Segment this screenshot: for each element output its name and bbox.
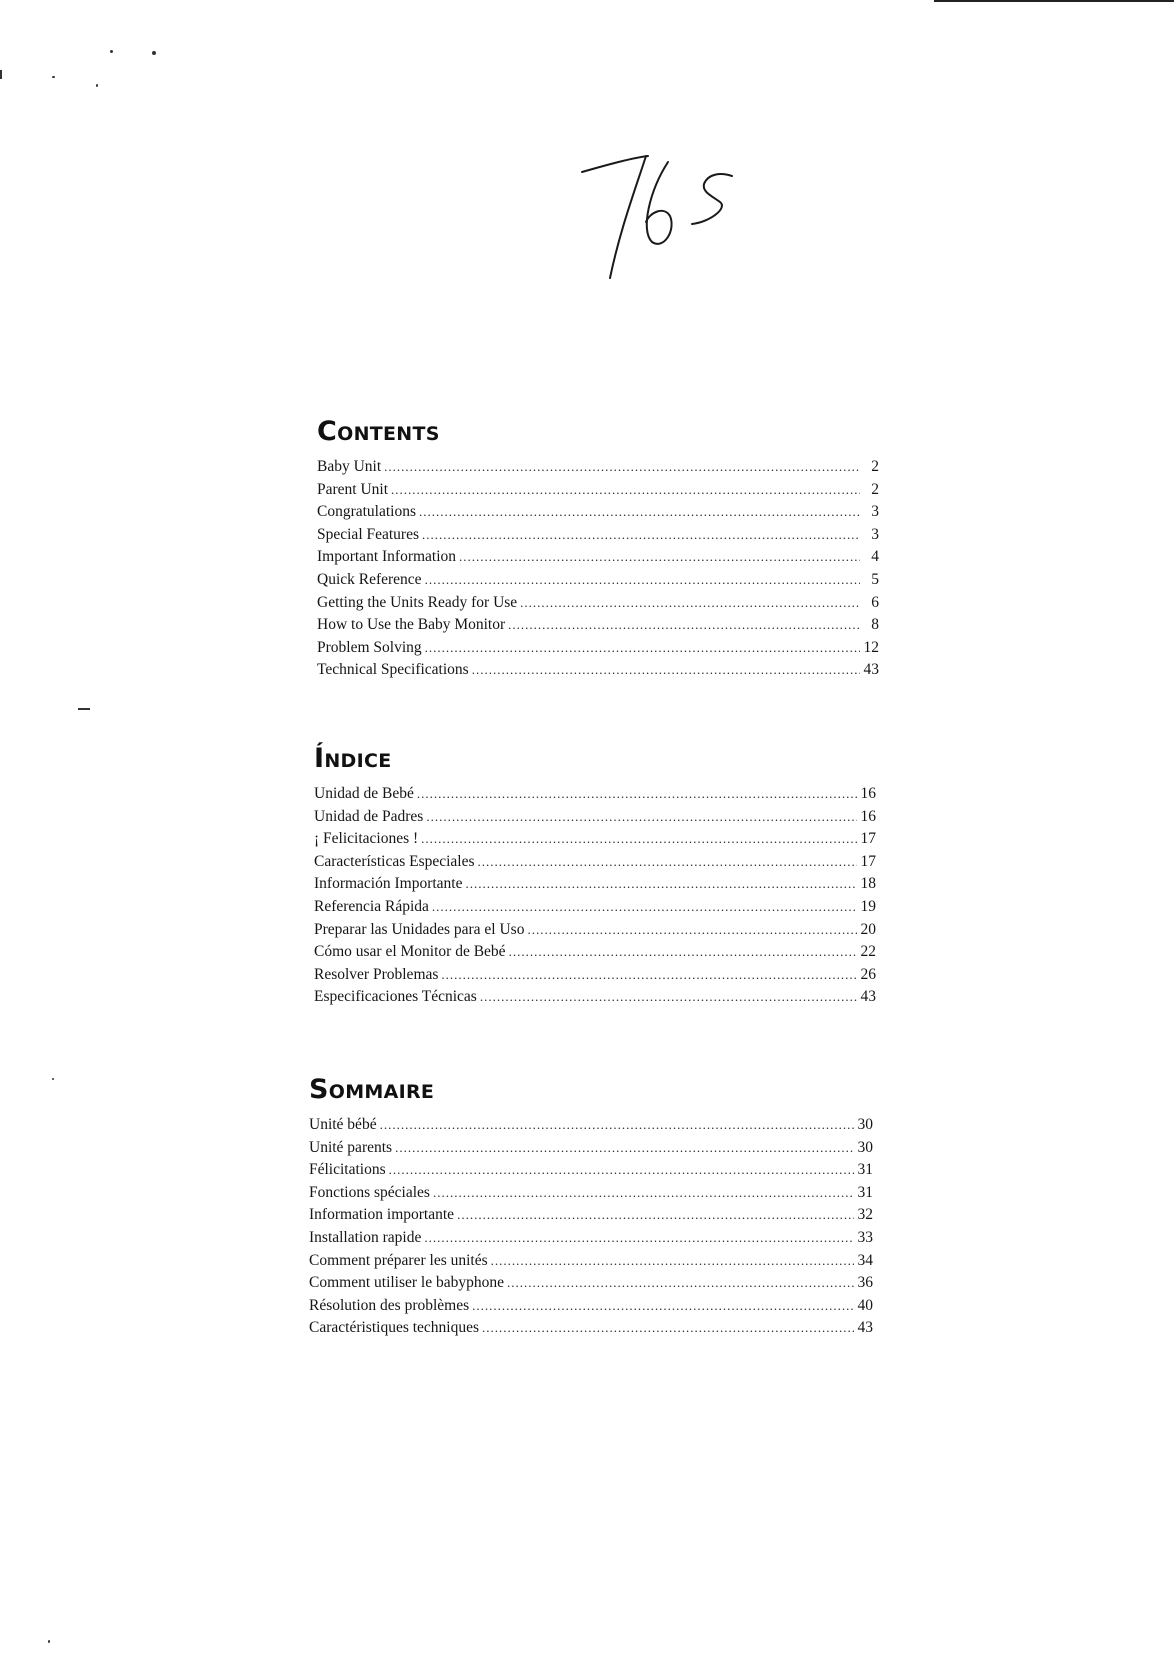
- toc-entry: [314, 873, 876, 896]
- entry-page: 40: [857, 1296, 873, 1314]
- entry-page: 17: [860, 852, 876, 870]
- entry-page: 16: [860, 807, 876, 825]
- toc-entry: [309, 1272, 873, 1295]
- dot-leader: [457, 1204, 854, 1227]
- section-title: Contents: [317, 416, 440, 447]
- dot-leader: [465, 873, 857, 896]
- dot-leader: [433, 1182, 854, 1205]
- entry-page: 31: [857, 1161, 873, 1179]
- dot-leader: [509, 941, 857, 964]
- entry-page: 2: [871, 480, 879, 498]
- dot-leader: [527, 919, 857, 942]
- scan-speck: [96, 84, 98, 87]
- entry-page: 3: [871, 525, 879, 543]
- entry-label: Especificaciones Técnicas: [314, 988, 477, 1006]
- dot-leader: [384, 456, 860, 479]
- entry-label: Félicitations: [309, 1161, 386, 1179]
- entry-page: 6: [871, 593, 879, 611]
- entry-label: Caractéristiques techniques: [309, 1319, 480, 1337]
- entry-page: 2: [871, 458, 879, 475]
- toc-entry: [309, 1295, 873, 1318]
- dot-leader: [480, 986, 857, 1009]
- entry-page: 43: [857, 1319, 873, 1337]
- entry-label: Unité parents: [309, 1138, 393, 1156]
- scan-speck: [152, 51, 156, 55]
- entry-page: 32: [857, 1206, 873, 1224]
- entry-label: Comment préparer les unités: [309, 1251, 488, 1269]
- entry-label: Unidad de Padres: [314, 807, 424, 825]
- entry-page: 17: [860, 830, 876, 848]
- entry-label: Parent Unit: [317, 480, 389, 498]
- dot-leader: [380, 1114, 854, 1137]
- toc-entry: [317, 659, 879, 682]
- dot-leader: [395, 1137, 854, 1160]
- entry-page: 5: [871, 570, 879, 588]
- toc-entry: [314, 806, 876, 829]
- entry-label: Comment utiliser le babyphone: [309, 1274, 505, 1292]
- dot-leader: [417, 783, 857, 806]
- entry-label: Technical Specifications: [317, 661, 469, 679]
- toc-entry: [317, 524, 879, 547]
- entry-label: Fonctions spéciales: [309, 1183, 430, 1201]
- scan-speck: [48, 1640, 50, 1643]
- entry-page: 34: [857, 1251, 873, 1269]
- entry-label: Congratulations: [317, 503, 417, 521]
- dot-leader: [459, 546, 860, 569]
- dot-leader: [419, 501, 860, 524]
- entry-label: Unidad de Bebé: [314, 785, 414, 802]
- scan-speck: [78, 708, 90, 710]
- handwritten-note: [580, 150, 770, 290]
- entry-page: 22: [860, 943, 876, 961]
- dot-leader: [472, 659, 860, 682]
- dot-leader: [421, 828, 857, 851]
- dot-leader: [422, 524, 860, 547]
- entry-label: Baby Unit: [317, 458, 382, 475]
- dot-leader: [425, 637, 860, 660]
- entry-label: Información Importante: [314, 875, 463, 893]
- entry-label: Cómo usar el Monitor de Bebé: [314, 943, 506, 961]
- toc-entry: [309, 1250, 873, 1273]
- scan-speck: [0, 70, 2, 79]
- entry-page: 26: [860, 965, 876, 983]
- toc-entry: [309, 1182, 873, 1205]
- entry-page: 43: [860, 988, 876, 1006]
- dot-leader: [507, 1272, 854, 1295]
- dot-leader: [441, 964, 857, 987]
- toc-list: [314, 783, 876, 1009]
- toc-entry: [314, 941, 876, 964]
- entry-label: Getting the Units Ready for Use: [317, 593, 518, 611]
- entry-label: Important Information: [317, 548, 457, 566]
- entry-label: How to Use the Baby Monitor: [317, 616, 506, 634]
- toc-list: [309, 1114, 873, 1340]
- dot-leader: [425, 569, 860, 592]
- entry-page: 19: [860, 897, 876, 915]
- dot-leader: [472, 1295, 854, 1318]
- toc-entry: [309, 1317, 873, 1340]
- entry-page: 36: [857, 1274, 873, 1292]
- toc-entry: [314, 919, 876, 942]
- toc-entry: [309, 1137, 873, 1160]
- scan-speck: [110, 50, 113, 53]
- entry-page: 12: [863, 638, 879, 656]
- entry-label: Special Features: [317, 525, 420, 543]
- entry-page: 18: [860, 875, 876, 893]
- entry-label: Resolver Problemas: [314, 965, 439, 983]
- toc-entry: [314, 986, 876, 1009]
- scan-edge-line: [934, 0, 1174, 2]
- entry-label: Résolution des problèmes: [309, 1296, 470, 1314]
- toc-entry: [309, 1114, 873, 1137]
- toc-entry: [317, 637, 879, 660]
- toc-entry: [309, 1159, 873, 1182]
- entry-page: 8: [871, 616, 879, 634]
- toc-entry: [314, 851, 876, 874]
- dot-leader: [478, 851, 857, 874]
- dot-leader: [491, 1250, 854, 1273]
- dot-leader: [424, 1227, 854, 1250]
- entry-label: Information importante: [309, 1206, 455, 1224]
- dot-leader: [482, 1317, 854, 1340]
- toc-entry: [314, 783, 876, 806]
- entry-label: Preparar las Unidades para el Uso: [314, 920, 525, 938]
- toc-entry: [317, 456, 879, 479]
- entry-label: Características Especiales: [314, 852, 475, 870]
- toc-entry: [309, 1204, 873, 1227]
- dot-leader: [432, 896, 857, 919]
- entry-page: 31: [857, 1183, 873, 1201]
- entry-label: Unité bébé: [309, 1116, 377, 1133]
- toc-entry: [317, 592, 879, 615]
- dot-leader: [389, 1159, 854, 1182]
- section-title: Índice: [314, 743, 392, 774]
- dot-leader: [508, 614, 860, 637]
- entry-label: Quick Reference: [317, 570, 422, 588]
- toc-entry: [309, 1227, 873, 1250]
- scan-speck: [52, 1078, 54, 1080]
- toc-entry: [317, 479, 879, 502]
- dot-leader: [520, 592, 860, 615]
- entry-page: 33: [857, 1228, 873, 1246]
- dot-leader: [391, 479, 860, 502]
- toc-french: [309, 1074, 873, 1340]
- scan-speck: [52, 76, 55, 78]
- toc-entry: [317, 614, 879, 637]
- toc-english: [317, 416, 879, 682]
- toc-spanish: [314, 743, 876, 1009]
- toc-entry: [317, 501, 879, 524]
- entry-label: Referencia Rápida: [314, 897, 429, 915]
- section-title: Sommaire: [309, 1074, 435, 1105]
- entry-label: Problem Solving: [317, 638, 422, 656]
- entry-page: 30: [857, 1116, 873, 1133]
- toc-list: [317, 456, 879, 682]
- entry-label: Installation rapide: [309, 1228, 422, 1246]
- toc-entry: [314, 828, 876, 851]
- entry-page: 4: [871, 548, 879, 566]
- toc-entry: [317, 546, 879, 569]
- entry-page: 3: [871, 503, 879, 521]
- dot-leader: [426, 806, 857, 829]
- entry-page: 16: [860, 785, 876, 802]
- entry-page: 20: [860, 920, 876, 938]
- entry-page: 43: [863, 661, 879, 679]
- toc-entry: [314, 896, 876, 919]
- toc-entry: [317, 569, 879, 592]
- entry-label: ¡ Felicitaciones !: [314, 830, 419, 848]
- toc-entry: [314, 964, 876, 987]
- entry-page: 30: [857, 1138, 873, 1156]
